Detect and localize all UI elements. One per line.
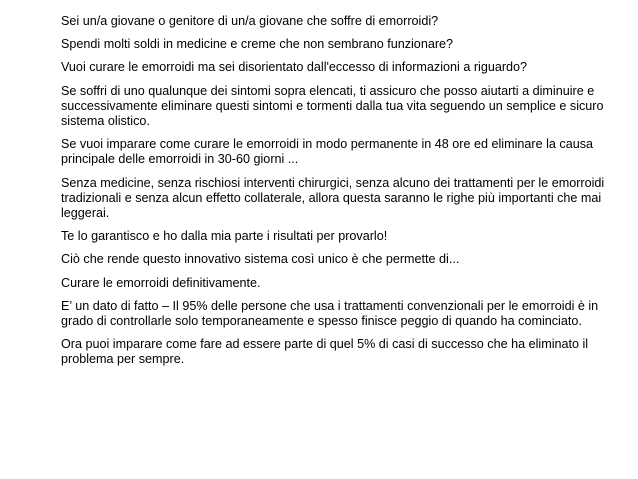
paragraph-fact-95-percent: E’ un dato di fatto – Il 95% delle persone che usa i trattamenti convenzionali per le emorroidi è in grado di controllarle solo temporaneamente e spesso finisce peggio di quando ha cominciato. <box>61 298 599 329</box>
paragraph-no-medicine: Senza medicine, senza rischiosi interventi chirurgici, senza alcuno dei trattamenti per le emorroidi tradizionali e senza alcun effetto collaterale, allora questa saranno le righe più importanti che mai leggerai. <box>61 175 605 221</box>
paragraph-unique-system: Ciò che rende questo innovativo sistema così unico è che permette di... <box>61 252 460 267</box>
paragraph-cure-definitively: Curare le emorroidi definitivamente. <box>61 275 261 290</box>
paragraph-promise-help: Se soffri di uno qualunque dei sintomi sopra elencati, ti assicuro che posso aiutarti a diminuire e successivamente eliminare questi sintomi e tormenti dalla tua vita seguendo un semplice e sicuro sistema olistico. <box>61 83 604 129</box>
paragraph-guarantee: Te lo garantisco e ho dalla mia parte i risultati per provarlo! <box>61 229 388 244</box>
paragraph-question-disoriented: Vuoi curare le emorroidi ma sei disorientato dall'eccesso di informazioni a riguardo? <box>61 60 528 75</box>
paragraph-question-spending: Spendi molti soldi in medicine e creme che non sembrano funzionare? <box>61 37 454 52</box>
document-body <box>61 14 621 376</box>
paragraph-learn-cure: Se vuoi imparare come curare le emorroidi in modo permanente in 48 ore ed eliminare la causa principale delle emorroidi in 30-60 giorni ... <box>61 137 594 167</box>
paragraph-join-5-percent: Ora puoi imparare come fare ad essere parte di quel 5% di casi di successo che ha eliminato il problema per sempre. <box>61 337 589 367</box>
paragraph-question-young-sufferer: Sei un/a giovane o genitore di un/a giovane che soffre di emorroidi? <box>61 14 439 28</box>
